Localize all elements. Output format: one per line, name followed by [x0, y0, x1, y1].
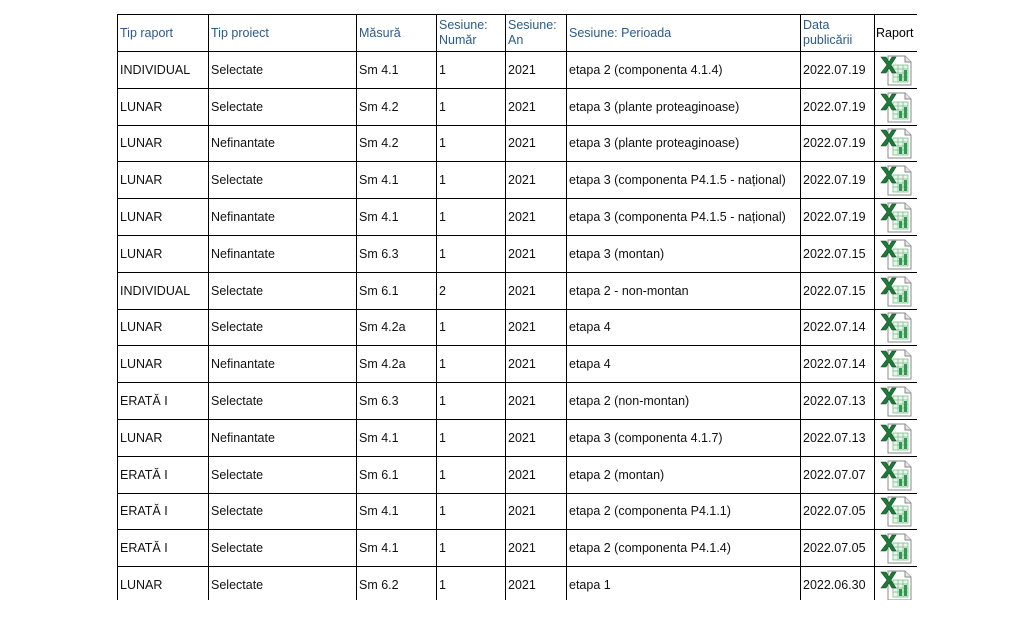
table-row — [118, 199, 918, 236]
cell-raport — [875, 199, 918, 236]
cell-tip-proiect: Selectate — [209, 88, 357, 125]
cell-sesiune-an: 2021 — [506, 272, 567, 309]
cell-tip-raport: INDIVIDUAL — [118, 52, 209, 89]
cell-sesiune-numar: 1 — [437, 346, 506, 383]
excel-file-icon[interactable] — [879, 385, 913, 417]
cell-sesiune-an: 2021 — [506, 493, 567, 530]
cell-sesiune-perioada: etapa 2 (componenta 4.1.4) — [567, 52, 801, 89]
cell-sesiune-an: 2021 — [506, 88, 567, 125]
cell-sesiune-numar: 1 — [437, 88, 506, 125]
excel-file-icon[interactable] — [879, 238, 913, 270]
cell-sesiune-perioada: etapa 4 — [567, 346, 801, 383]
cell-tip-raport: LUNAR — [118, 199, 209, 236]
cell-masura: Sm 4.2 — [357, 125, 437, 162]
cell-raport — [875, 52, 918, 89]
cell-sesiune-numar: 1 — [437, 567, 506, 600]
cell-data-publicarii: 2022.07.15 — [801, 272, 875, 309]
col-header-tip-raport[interactable]: Tip raport — [118, 15, 209, 52]
cell-raport — [875, 88, 918, 125]
excel-file-icon[interactable] — [879, 569, 913, 600]
cell-tip-proiect: Selectate — [209, 309, 357, 346]
cell-sesiune-perioada: etapa 3 (plante proteaginoase) — [567, 88, 801, 125]
cell-sesiune-numar: 1 — [437, 493, 506, 530]
cell-masura: Sm 4.2 — [357, 88, 437, 125]
cell-sesiune-perioada: etapa 3 (plante proteaginoase) — [567, 125, 801, 162]
cell-raport — [875, 383, 918, 420]
table-row — [118, 456, 918, 493]
table-row — [118, 309, 918, 346]
excel-file-icon[interactable] — [879, 422, 913, 454]
cell-sesiune-an: 2021 — [506, 456, 567, 493]
table-row — [118, 235, 918, 272]
cell-masura: Sm 4.1 — [357, 52, 437, 89]
cell-sesiune-numar: 1 — [437, 383, 506, 420]
cell-tip-proiect: Selectate — [209, 530, 357, 567]
cell-tip-proiect: Selectate — [209, 493, 357, 530]
cell-raport — [875, 493, 918, 530]
reports-table — [117, 14, 917, 600]
reports-table-container — [117, 14, 917, 600]
cell-masura: Sm 6.3 — [357, 235, 437, 272]
cell-data-publicarii: 2022.07.05 — [801, 530, 875, 567]
cell-sesiune-perioada: etapa 3 (componenta P4.1.5 - național) — [567, 162, 801, 199]
cell-masura: Sm 4.1 — [357, 530, 437, 567]
cell-sesiune-numar: 1 — [437, 235, 506, 272]
cell-masura: Sm 6.1 — [357, 272, 437, 309]
cell-tip-raport: LUNAR — [118, 567, 209, 600]
cell-raport — [875, 272, 918, 309]
cell-tip-raport: LUNAR — [118, 309, 209, 346]
col-header-data-publicarii[interactable]: Data publicării — [801, 15, 875, 52]
excel-file-icon[interactable] — [879, 495, 913, 527]
cell-sesiune-numar: 2 — [437, 272, 506, 309]
excel-file-icon[interactable] — [879, 54, 913, 86]
table-row — [118, 88, 918, 125]
cell-tip-raport: ERATĂ I — [118, 530, 209, 567]
cell-sesiune-an: 2021 — [506, 52, 567, 89]
cell-tip-raport: ERATĂ I — [118, 383, 209, 420]
cell-masura: Sm 4.1 — [357, 419, 437, 456]
cell-raport — [875, 125, 918, 162]
excel-file-icon[interactable] — [879, 201, 913, 233]
cell-sesiune-an: 2021 — [506, 419, 567, 456]
cell-tip-raport: ERATĂ I — [118, 456, 209, 493]
cell-data-publicarii: 2022.06.30 — [801, 567, 875, 600]
cell-sesiune-perioada: etapa 3 (componenta 4.1.7) — [567, 419, 801, 456]
cell-masura: Sm 4.1 — [357, 162, 437, 199]
cell-tip-raport: ERATĂ I — [118, 493, 209, 530]
cell-sesiune-an: 2021 — [506, 530, 567, 567]
cell-sesiune-an: 2021 — [506, 125, 567, 162]
cell-data-publicarii: 2022.07.13 — [801, 383, 875, 420]
cell-sesiune-an: 2021 — [506, 567, 567, 600]
cell-data-publicarii: 2022.07.14 — [801, 309, 875, 346]
cell-tip-proiect: Nefinantate — [209, 419, 357, 456]
cell-tip-proiect: Nefinantate — [209, 346, 357, 383]
cell-tip-proiect: Selectate — [209, 272, 357, 309]
cell-data-publicarii: 2022.07.19 — [801, 125, 875, 162]
cell-tip-proiect: Selectate — [209, 456, 357, 493]
cell-sesiune-numar: 1 — [437, 125, 506, 162]
cell-tip-proiect: Selectate — [209, 52, 357, 89]
cell-masura: Sm 6.2 — [357, 567, 437, 600]
cell-sesiune-perioada: etapa 1 — [567, 567, 801, 600]
table-row — [118, 530, 918, 567]
excel-file-icon[interactable] — [879, 348, 913, 380]
cell-sesiune-perioada: etapa 2 - non-montan — [567, 272, 801, 309]
cell-tip-raport: LUNAR — [118, 162, 209, 199]
table-header-row — [118, 15, 918, 52]
cell-tip-proiect: Selectate — [209, 162, 357, 199]
col-header-tip-proiect[interactable]: Tip proiect — [209, 15, 357, 52]
cell-tip-raport: LUNAR — [118, 235, 209, 272]
cell-sesiune-an: 2021 — [506, 199, 567, 236]
cell-sesiune-an: 2021 — [506, 383, 567, 420]
cell-masura: Sm 6.3 — [357, 383, 437, 420]
cell-data-publicarii: 2022.07.14 — [801, 346, 875, 383]
table-row — [118, 125, 918, 162]
cell-tip-proiect: Nefinantate — [209, 235, 357, 272]
cell-raport — [875, 456, 918, 493]
cell-sesiune-numar: 1 — [437, 419, 506, 456]
cell-sesiune-an: 2021 — [506, 346, 567, 383]
cell-data-publicarii: 2022.07.13 — [801, 419, 875, 456]
table-row — [118, 52, 918, 89]
excel-file-icon[interactable] — [879, 164, 913, 196]
cell-tip-raport: INDIVIDUAL — [118, 272, 209, 309]
excel-file-icon[interactable] — [879, 127, 913, 159]
excel-file-icon[interactable] — [879, 91, 913, 123]
cell-sesiune-an: 2021 — [506, 309, 567, 346]
col-header-sesiune-an[interactable]: Sesiune: An — [506, 15, 567, 52]
cell-tip-raport: LUNAR — [118, 419, 209, 456]
cell-sesiune-perioada: etapa 3 (montan) — [567, 235, 801, 272]
col-header-raport: Raport — [875, 15, 918, 52]
table-row — [118, 162, 918, 199]
excel-file-icon[interactable] — [879, 311, 913, 343]
cell-data-publicarii: 2022.07.19 — [801, 88, 875, 125]
cell-tip-raport: LUNAR — [118, 346, 209, 383]
cell-raport — [875, 309, 918, 346]
cell-sesiune-an: 2021 — [506, 162, 567, 199]
cell-sesiune-perioada: etapa 4 — [567, 309, 801, 346]
cell-tip-raport: LUNAR — [118, 88, 209, 125]
excel-file-icon[interactable] — [879, 459, 913, 491]
cell-raport — [875, 235, 918, 272]
table-row — [118, 346, 918, 383]
cell-raport — [875, 162, 918, 199]
cell-masura: Sm 4.2a — [357, 346, 437, 383]
cell-raport — [875, 419, 918, 456]
table-row — [118, 493, 918, 530]
cell-sesiune-an: 2021 — [506, 235, 567, 272]
cell-sesiune-numar: 1 — [437, 309, 506, 346]
cell-tip-proiect: Nefinantate — [209, 199, 357, 236]
cell-tip-proiect: Nefinantate — [209, 125, 357, 162]
cell-sesiune-numar: 1 — [437, 456, 506, 493]
cell-sesiune-numar: 1 — [437, 530, 506, 567]
cell-data-publicarii: 2022.07.15 — [801, 235, 875, 272]
excel-file-icon[interactable] — [879, 532, 913, 564]
cell-tip-proiect: Selectate — [209, 383, 357, 420]
cell-sesiune-numar: 1 — [437, 162, 506, 199]
table-row — [118, 419, 918, 456]
cell-sesiune-perioada: etapa 2 (componenta P4.1.1) — [567, 493, 801, 530]
cell-data-publicarii: 2022.07.19 — [801, 199, 875, 236]
cell-data-publicarii: 2022.07.19 — [801, 162, 875, 199]
cell-masura: Sm 4.1 — [357, 199, 437, 236]
cell-masura: Sm 4.1 — [357, 493, 437, 530]
cell-sesiune-perioada: etapa 2 (montan) — [567, 456, 801, 493]
cell-sesiune-perioada: etapa 2 (non-montan) — [567, 383, 801, 420]
cell-sesiune-perioada: etapa 3 (componenta P4.1.5 - național) — [567, 199, 801, 236]
col-header-sesiune-numar[interactable]: Sesiune: Număr — [437, 15, 506, 52]
col-header-masura[interactable]: Măsură — [357, 15, 437, 52]
cell-data-publicarii: 2022.07.19 — [801, 52, 875, 89]
cell-data-publicarii: 2022.07.07 — [801, 456, 875, 493]
table-row — [118, 383, 918, 420]
table-body — [118, 52, 918, 601]
cell-sesiune-perioada: etapa 2 (componenta P4.1.4) — [567, 530, 801, 567]
cell-sesiune-numar: 1 — [437, 52, 506, 89]
excel-file-icon[interactable] — [879, 275, 913, 307]
table-row — [118, 272, 918, 309]
cell-sesiune-numar: 1 — [437, 199, 506, 236]
cell-raport — [875, 567, 918, 600]
cell-raport — [875, 346, 918, 383]
cell-raport — [875, 530, 918, 567]
cell-data-publicarii: 2022.07.05 — [801, 493, 875, 530]
cell-masura: Sm 4.2a — [357, 309, 437, 346]
cell-tip-raport: LUNAR — [118, 125, 209, 162]
table-row — [118, 567, 918, 600]
cell-tip-proiect: Selectate — [209, 567, 357, 600]
col-header-sesiune-perioada[interactable]: Sesiune: Perioada — [567, 15, 801, 52]
cell-masura: Sm 6.1 — [357, 456, 437, 493]
